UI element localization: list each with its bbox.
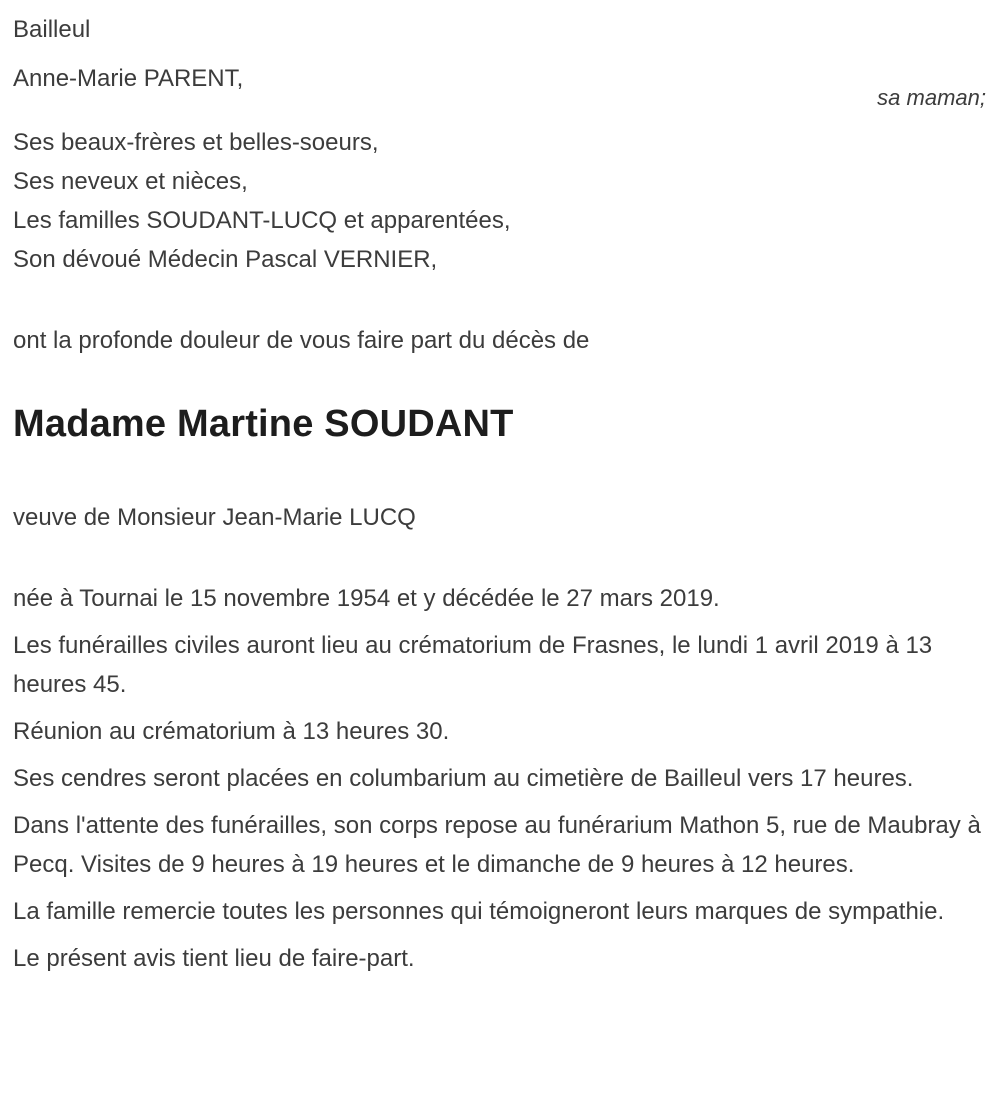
mother-name: Anne-Marie PARENT, xyxy=(13,65,244,92)
deceased-name-heading: Madame Martine SOUDANT xyxy=(13,403,514,445)
notice-details xyxy=(13,579,988,978)
detail-ashes: Ses cendres seront placées en columbarium au cimetière de Bailleul vers 17 heures. xyxy=(13,765,914,792)
detail-birth-death: née à Tournai le 15 novembre 1954 et y décédée le 27 mars 2019. xyxy=(13,585,720,612)
family-line: Les familles SOUDANT-LUCQ et apparentées, xyxy=(13,207,511,234)
family-line: Ses beaux-frères et belles-soeurs, xyxy=(13,129,379,156)
detail-meeting: Réunion au crématorium à 13 heures 30. xyxy=(13,718,450,745)
mother-row xyxy=(13,59,988,111)
family-line: Ses neveux et nièces, xyxy=(13,168,248,195)
spouse-line: veuve de Monsieur Jean-Marie LUCQ xyxy=(13,504,416,531)
place-name: Bailleul xyxy=(13,16,91,43)
detail-funeral: Les funérailles civiles auront lieu au crématorium de Frasnes, le lundi 1 avril 2019 à 13 heures 45. xyxy=(13,632,933,698)
relation-note: sa maman; xyxy=(877,85,986,110)
detail-closing: Le présent avis tient lieu de faire-part. xyxy=(13,945,415,972)
detail-visitation: Dans l'attente des funérailles, son corps repose au funérarium Mathon 5, rue de Maubray à Pecq. Visites de 9 heures à 19 heures et le dimanche de 9 heures à 12 heures. xyxy=(13,812,981,878)
announcement-text: ont la profonde douleur de vous faire part du décès de xyxy=(13,327,590,354)
family-lines xyxy=(13,123,988,279)
detail-thanks: La famille remercie toutes les personnes qui témoigneront leurs marques de sympathie. xyxy=(13,898,945,925)
family-line: Son dévoué Médecin Pascal VERNIER, xyxy=(13,246,438,273)
